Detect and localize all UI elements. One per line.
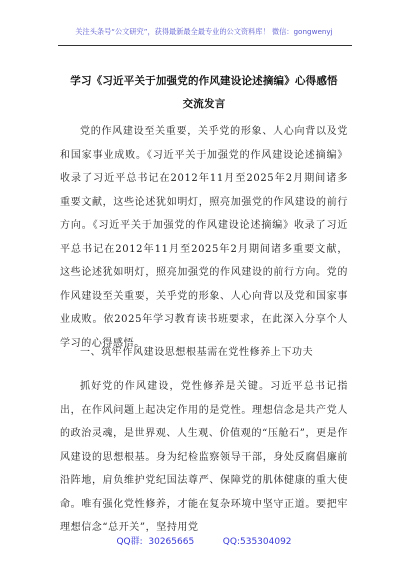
document-title (52, 70, 356, 116)
section-paragraph: 抓好党的作风建设，党性修养是关键。习近平总书记指出，在作风问题上起决定作用的是党性。理想信念是共产党人的政治灵魂，是世界观、人生观、价值观的“压舱石”，更是作风建设的思想根基。身为纪检监察领导干部，身处反腐倡廉前沿阵地，肩负维护党纪国法尊严、保障党的肌体健康的重大使命。唯有强化党性修养，才能在复杂环境中坚守正道。要把牢理想信念“总开关”，坚持用党 (60, 381, 348, 533)
title-line-2: 交流发言 (182, 98, 226, 110)
title-line-1: 学习《习近平关于加强党的作风建设论述摘编》心得感悟 (70, 75, 338, 87)
intro-paragraph-block (60, 120, 348, 355)
header-divider (58, 45, 352, 46)
section-paragraph-block (60, 375, 348, 540)
section-heading: 一、筑牢作风建设思想根基需在党性修养上下功夫 (80, 347, 314, 358)
footer-contact: QQ群: 30265665 QQ:535304092 (116, 537, 292, 547)
header-promo-note: 关注头条号“公文研究”，获得最新最全最专业的公文资料库！ 微信：gongwenyj (75, 27, 333, 36)
intro-paragraph: 党的作风建设至关重要，关乎党的形象、人心向背以及党和国家事业成败。《习近平关于加强党的作风建设论述摘编》收录了习近平总书记在2012年11月至2025年2月期间诸多重要文献，这些论述犹如明灯，照亮加强党的作风建设的前行方向。《习近平关于加强党的作风建设论述摘编》收录了习近平总书记在2012年11月至2025年2月期间诸多重要文献，这些论述犹如明灯，照亮加强党的作风建设的前行方向。党的作风建设至关重要，关乎党的形象、人心向背以及党和国家事业成败。依2025年学习教育读书班要求，在此深入分享个人学习的心得感悟。 (60, 126, 348, 349)
